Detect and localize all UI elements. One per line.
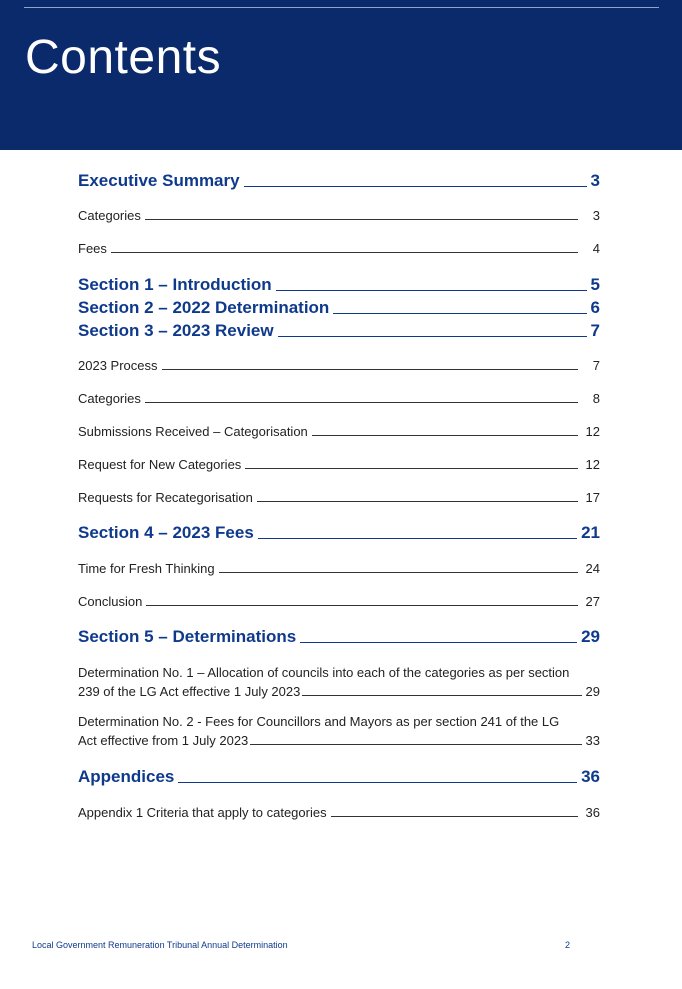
toc-leader bbox=[302, 694, 581, 696]
toc-label: Section 5 – Determinations bbox=[78, 627, 297, 646]
toc-label-line-1: Determination No. 1 – Allocation of councils into each of the categories as per section bbox=[78, 665, 570, 680]
toc-label: Section 4 – 2023 Fees bbox=[78, 523, 254, 542]
toc-entry-fees[interactable] bbox=[78, 241, 600, 256]
toc-entry-recategorisation[interactable] bbox=[78, 490, 600, 505]
footer-page-number: 2 bbox=[565, 940, 571, 950]
toc-label-line-1: Determination No. 2 - Fees for Councillors and Mayors as per section 241 of the LG bbox=[78, 714, 560, 729]
toc-entry-executive-summary[interactable] bbox=[78, 171, 600, 191]
toc-entry-section-2[interactable] bbox=[78, 298, 600, 318]
toc-entry-categories[interactable] bbox=[78, 208, 600, 223]
toc-entry-section-4[interactable] bbox=[78, 523, 600, 543]
toc-page-number: 12 bbox=[585, 424, 600, 439]
toc-page-number: 29 bbox=[585, 684, 600, 699]
page-title: Contents bbox=[25, 31, 222, 84]
toc-page-number: 24 bbox=[585, 561, 600, 576]
toc-entry-new-categories[interactable] bbox=[78, 457, 600, 472]
toc-label: Appendices bbox=[78, 767, 175, 786]
toc-leader bbox=[178, 781, 577, 783]
toc-label: Executive Summary bbox=[78, 171, 240, 190]
toc-label: Appendix 1 Criteria that apply to categories bbox=[78, 805, 327, 820]
toc-leader bbox=[111, 251, 578, 253]
toc-leader bbox=[276, 289, 587, 291]
toc-leader bbox=[219, 571, 578, 573]
toc-leader bbox=[333, 312, 586, 314]
toc-label: Fees bbox=[78, 241, 107, 256]
toc-page-number: 7 bbox=[592, 358, 600, 373]
toc-page-number: 29 bbox=[581, 627, 600, 646]
toc-page-number: 7 bbox=[590, 321, 600, 340]
toc-page-number: 4 bbox=[592, 241, 600, 256]
toc-label: Categories bbox=[78, 391, 141, 406]
toc-entry-appendix-1[interactable] bbox=[78, 805, 600, 820]
toc-leader bbox=[300, 641, 577, 643]
toc-leader bbox=[245, 467, 578, 469]
toc-leader bbox=[278, 335, 587, 337]
toc-page-number: 12 bbox=[585, 457, 600, 472]
toc-page-number: 5 bbox=[590, 275, 600, 294]
toc-page-number: 33 bbox=[585, 733, 600, 748]
footer-text: Local Government Remuneration Tribunal Annual Determination bbox=[32, 940, 288, 950]
toc-leader bbox=[250, 743, 581, 745]
toc-leader bbox=[258, 537, 577, 539]
toc-entry-section-3[interactable] bbox=[78, 321, 600, 341]
toc-page-number: 17 bbox=[585, 490, 600, 505]
toc-page-number: 8 bbox=[592, 391, 600, 406]
toc-entry-2023-process[interactable] bbox=[78, 358, 600, 373]
toc-entry-submissions[interactable] bbox=[78, 424, 600, 439]
toc-label: Section 3 – 2023 Review bbox=[78, 321, 274, 340]
toc-entry-section-1[interactable] bbox=[78, 275, 600, 295]
toc-entry-appendices[interactable] bbox=[78, 767, 600, 787]
toc-page-number: 3 bbox=[592, 208, 600, 223]
toc-leader bbox=[146, 604, 578, 606]
toc-leader bbox=[145, 401, 578, 403]
toc-label: Requests for Recategorisation bbox=[78, 490, 253, 505]
toc-entry-determination-2[interactable] bbox=[78, 714, 600, 748]
toc-entry-conclusion[interactable] bbox=[78, 594, 600, 609]
toc-label: 2023 Process bbox=[78, 358, 158, 373]
toc-leader bbox=[162, 368, 579, 370]
toc-leader bbox=[244, 185, 587, 187]
toc-label: Section 1 – Introduction bbox=[78, 275, 272, 294]
toc-page-number: 36 bbox=[585, 805, 600, 820]
toc-label: Categories bbox=[78, 208, 141, 223]
header-rule bbox=[24, 7, 659, 8]
toc-label: Conclusion bbox=[78, 594, 143, 609]
toc-page-number: 27 bbox=[585, 594, 600, 609]
toc-label: Section 2 – 2022 Determination bbox=[78, 298, 330, 317]
toc-entry-categories-2[interactable] bbox=[78, 391, 600, 406]
toc-leader bbox=[145, 218, 578, 220]
toc-label: Request for New Categories bbox=[78, 457, 242, 472]
toc-entry-fresh-thinking[interactable] bbox=[78, 561, 600, 576]
toc-leader bbox=[312, 434, 578, 436]
toc-leader bbox=[257, 500, 578, 502]
toc-label: Submissions Received – Categorisation bbox=[78, 424, 308, 439]
header-banner bbox=[0, 0, 682, 150]
toc-page-number: 3 bbox=[590, 171, 600, 190]
toc-page-number: 21 bbox=[581, 523, 600, 542]
toc-entry-section-5[interactable] bbox=[78, 627, 600, 647]
toc-label-line-2: 239 of the LG Act effective 1 July 2023 bbox=[78, 684, 301, 699]
toc-label-line-2: Act effective from 1 July 2023 bbox=[78, 733, 249, 748]
toc-page-number: 36 bbox=[581, 767, 600, 786]
toc-label: Time for Fresh Thinking bbox=[78, 561, 215, 576]
toc-leader bbox=[331, 815, 578, 817]
toc-entry-determination-1[interactable] bbox=[78, 665, 600, 699]
toc-page-number: 6 bbox=[590, 298, 600, 317]
